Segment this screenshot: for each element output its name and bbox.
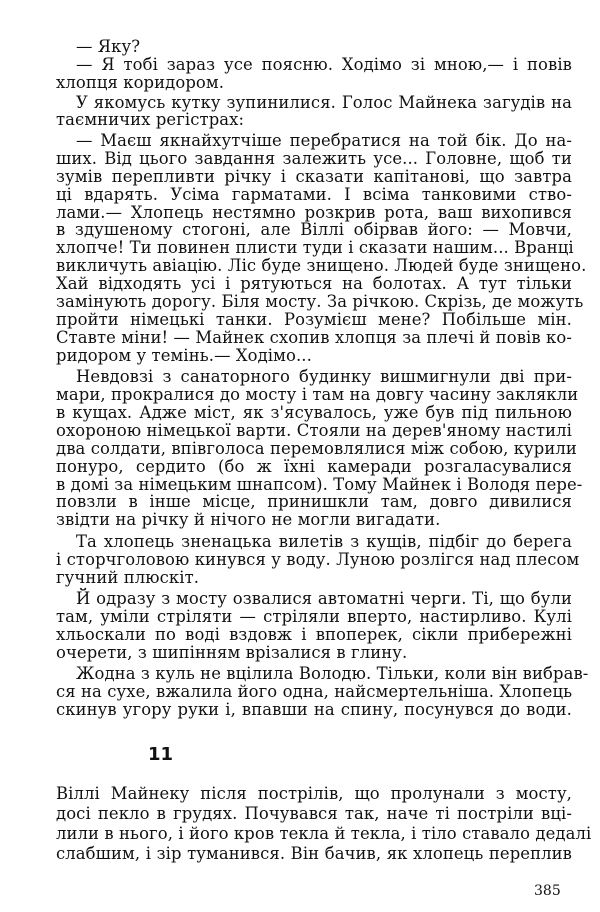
page-number: 385 [534,883,561,899]
text-line: Та хлопець зненацька вилетів з кущів, підбіг до берега [76,532,572,551]
text-line: У якомусь кутку зупинилися. Голос Майнека загудів на [76,93,572,112]
text-line: хлопця коридором. [56,73,225,92]
text-line: скинув угору руки і, впавши на спину, посунувся до води. [56,700,572,719]
text-line: мари, прокралися до мосту і там на довгу часину заклякли [56,385,579,404]
text-line: лами.— Хлопець нестямно розкрив рота, ваш вихопився [56,203,572,222]
text-line: Хай відходять усі і рятуються на болотах. А тут тільки [56,274,572,293]
text-line: замінують дорогу. Біля мосту. За річкою. Скрізь, де можуть [56,292,584,311]
text-line: викличуть авіацію. Ліс буде знищено. Людей буде знищено. [56,256,587,275]
text-line: там, уміли стріляти — стріляли вперто, настирливо. Кулі [56,607,572,626]
text-line: два солдати, впівголоса перемовлялися між собою, курили [56,439,577,458]
text-line: в домі за німецьким шнапсом). Тому Майнек і Володя пере- [56,475,583,494]
text-line: хлопче! Ти повинен плисти туди і сказати нашим... Вранці [56,238,574,257]
text-line: ся на сухе, вжалила його одна, найсмертельніша. Хлопець [56,682,573,701]
text-line: слабшим, і зір туманився. Він бачив, як хлопець переплив [56,844,572,863]
text-line: Ставте міни! — Майнек схопив хлопця за плечі й повів ко- [56,328,572,347]
text-line: очерети, з шипінням врізалися в глину. [56,643,408,662]
text-line: повзли в інше місце, принишкли там, довго дивилися [56,492,572,511]
text-line: ці вдарять. Усіма гарматами. І всіма танковими ство- [56,185,572,204]
text-line: — Яку? [76,37,141,56]
text-line: понуро, сердито (бо ж їхні камеради розгаласувалися [56,457,572,476]
text-line: таємничих регістрах: [56,110,245,129]
text-line: зумів перепливти річку і сказати капітанові, що завтра [56,167,572,186]
text-line: Й одразу з мосту озвалися автоматні черги. Ті, що були [76,589,572,608]
text-line: — Маєш якнайхутчіше перебратися на той бік. До на- [76,131,572,150]
text-line: гучний плюскіт. [56,568,200,587]
chapter-heading: 11 [148,744,174,765]
text-line: ших. Від цього завдання залежить усе... Головне, щоб ти [56,149,572,168]
text-line: досі пекло в грудях. Почувався так, наче ті постріли вці- [56,804,572,823]
text-line: пройти німецькі танки. Розумієш мене? Побільше мін. [56,310,572,329]
text-line: ридором у темінь.— Ходімо... [56,346,312,365]
text-line: звідти на річку й нічого не могли вигадати. [56,510,441,529]
text-line: охороною німецької варти. Стояли на дерев'яному настилі [56,421,572,440]
text-line: — Я тобі зараз усе поясню. Ходімо зі мною,— і повів [76,55,572,74]
text-line: і сторчголовою кинувся у воду. Луною розлігся над плесом [56,550,580,569]
text-line: Жодна з куль не вцілила Володю. Тільки, коли він вибрав- [76,664,589,683]
text-line: хльоскали по воді вздовж і впоперек, сікли прибережні [56,625,572,644]
text-line: Невдовзі з санаторного будинку вишмигнули дві при- [76,367,572,386]
text-line: лили в нього, і його кров текла й текла, і тіло ставало дедалі [56,824,592,843]
text-line: Віллі Майнеку після пострілів, що пролунали з мосту, [56,784,572,803]
text-line: в здушеному стогоні, але Віллі обірвав його: — Мовчи, [56,220,572,239]
text-line: в кущах. Адже міст, як з'ясувалось, уже був під пильною [56,403,572,422]
